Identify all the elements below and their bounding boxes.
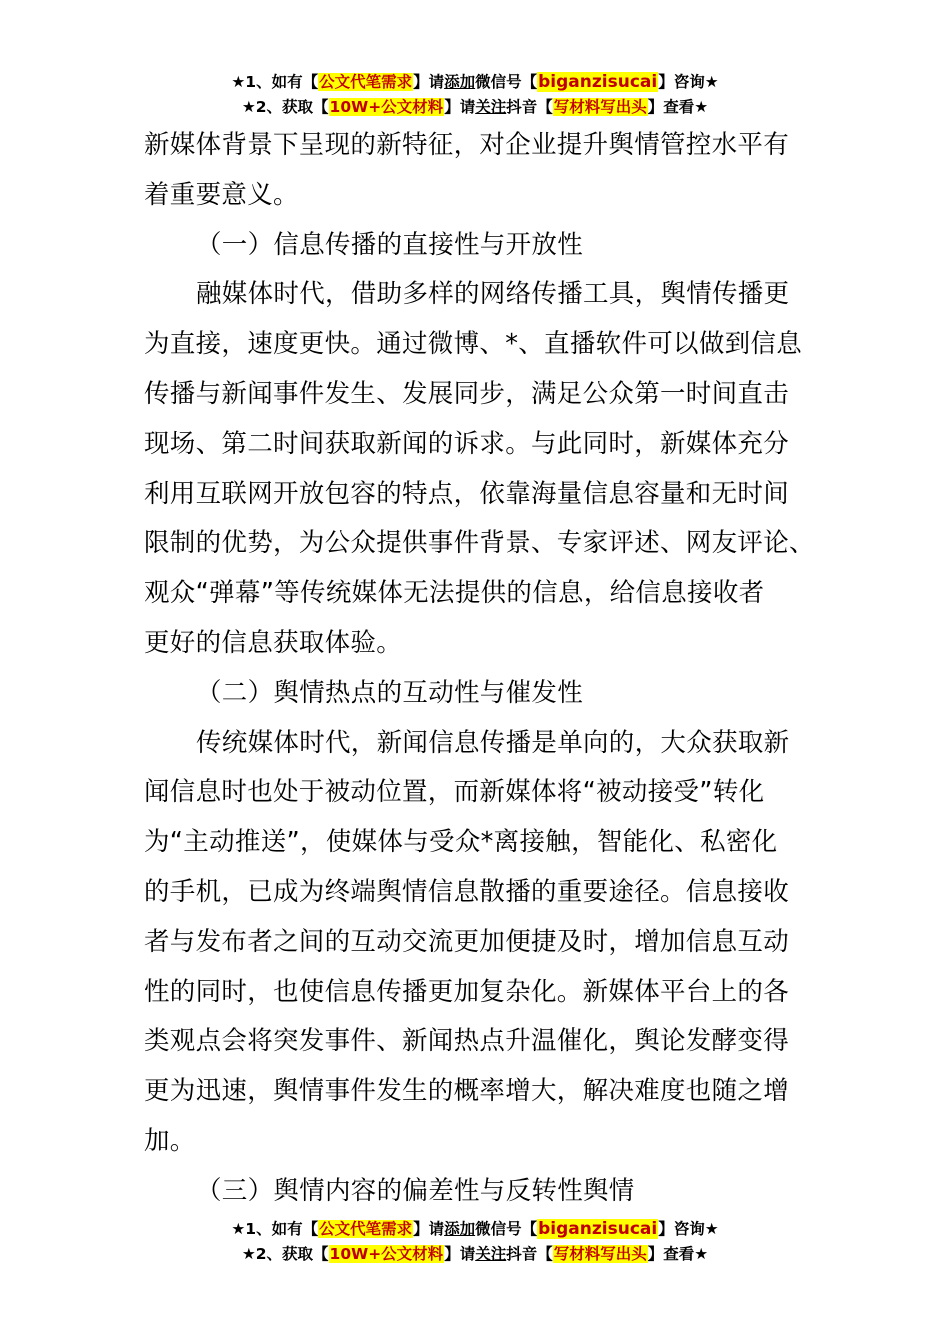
banner-text: 2、获取【 [255,1245,329,1263]
banner-text: 】查看 [647,1245,695,1263]
paragraph-line: 者与发布者之间的互动交流更加便捷及时，增加信息互动 [144,926,790,957]
highlight-need: 公文代笔需求 [319,73,413,91]
banner-text: 】请 [444,98,476,116]
banner-text: 】咨询 [658,73,705,91]
star-icon: ★ [694,1245,709,1263]
paragraph-line: 新媒体背景下呈现的新特征，对企业提升舆情管控水平有 [144,130,790,160]
underlined-text: 关注 [475,98,507,116]
star-icon: ★ [241,98,256,116]
top-banner [0,70,950,120]
banner-line-2 [0,1242,950,1267]
paragraph-line: 传播与新闻事件发生、发展同步，满足公众第一时间直击 [144,378,790,409]
paragraph-line: 加。 [144,1125,196,1156]
banner-text: 】请 [413,73,445,91]
highlight-need: 公文代笔需求 [319,1220,413,1238]
star-icon: ★ [231,73,246,91]
paragraph-line: 传统媒体时代，新闻信息传播是单向的，大众获取新 [196,727,790,758]
underlined-text: 添加 [444,1220,476,1238]
paragraph-line: 融媒体时代，借助多样的网络传播工具，舆情传播更 [196,279,790,310]
paragraph-line: 限制的优势，为公众提供事件背景、专家评述、网友评论、 [144,528,815,559]
banner-text: 1、如有【 [245,1220,319,1238]
paragraph-line: 为直接，速度更快。通过微博、*、直播软件可以做到信息 [144,329,803,360]
bottom-banner [0,1217,950,1267]
section-heading: （二）舆情热点的互动性与催发性 [196,677,584,708]
section-heading: （三）舆情内容的偏差性与反转性舆情 [196,1175,635,1206]
paragraph-line: 的手机，已成为终端舆情信息散播的重要途径。信息接收 [144,876,790,907]
paragraph-line: 性的同时，也使信息传播更加复杂化。新媒体平台上的各 [144,976,790,1007]
highlight-douyin: 写材料写出头 [553,1245,647,1263]
highlight-wechat-id: biganzisucai [538,72,658,92]
paragraph-line: 闻信息时也处于被动位置，而新媒体将“被动接受”转化 [144,777,765,808]
paragraph-line: 利用互联网开放包容的特点，依靠海量信息容量和无时间 [144,478,790,509]
paragraph-line: 着重要意义。 [144,179,299,210]
highlight-douyin: 写材料写出头 [553,98,647,116]
star-icon: ★ [241,1245,256,1263]
paragraph-line: 现场、第二时间获取新闻的诉求。与此同时，新媒体充分 [144,428,790,459]
paragraph-line: 更为迅速，舆情事件发生的概率增大，解决难度也随之增 [144,1076,790,1107]
paragraph-line: 更好的信息获取体验。 [144,627,403,658]
star-icon: ★ [704,1220,719,1238]
banner-text: 】查看 [647,98,695,116]
underlined-text: 关注 [475,1245,507,1263]
paragraph-line: 观众“弹幕”等传统媒体无法提供的信息，给信息接收者 [144,578,765,609]
star-icon: ★ [231,1220,246,1238]
star-icon: ★ [694,98,709,116]
banner-text: 抖音【 [506,1245,553,1263]
banner-line-1 [0,70,950,95]
banner-line-2 [0,95,950,120]
paragraph-line: 类观点会将突发事件、新闻热点升温催化，舆论发酵变得 [144,1026,790,1057]
banner-line-1 [0,1217,950,1242]
banner-text: 】请 [413,1220,445,1238]
underlined-text: 添加 [444,73,476,91]
document-body [144,121,815,1217]
banner-text: 】咨询 [658,1220,705,1238]
banner-text: 1、如有【 [245,73,319,91]
section-heading: （一）信息传播的直接性与开放性 [196,229,584,260]
banner-text: 抖音【 [506,98,553,116]
banner-text: 微信号【 [475,73,538,91]
banner-text: 微信号【 [475,1220,538,1238]
paragraph-line: 为“主动推送”，使媒体与受众*离接触，智能化、私密化 [144,827,778,858]
star-icon: ★ [704,73,719,91]
highlight-wechat-id: biganzisucai [538,1219,658,1239]
highlight-materials: 10W+公文材料 [329,1245,444,1263]
highlight-materials: 10W+公文材料 [329,98,444,116]
banner-text: 】请 [444,1245,476,1263]
banner-text: 2、获取【 [255,98,329,116]
